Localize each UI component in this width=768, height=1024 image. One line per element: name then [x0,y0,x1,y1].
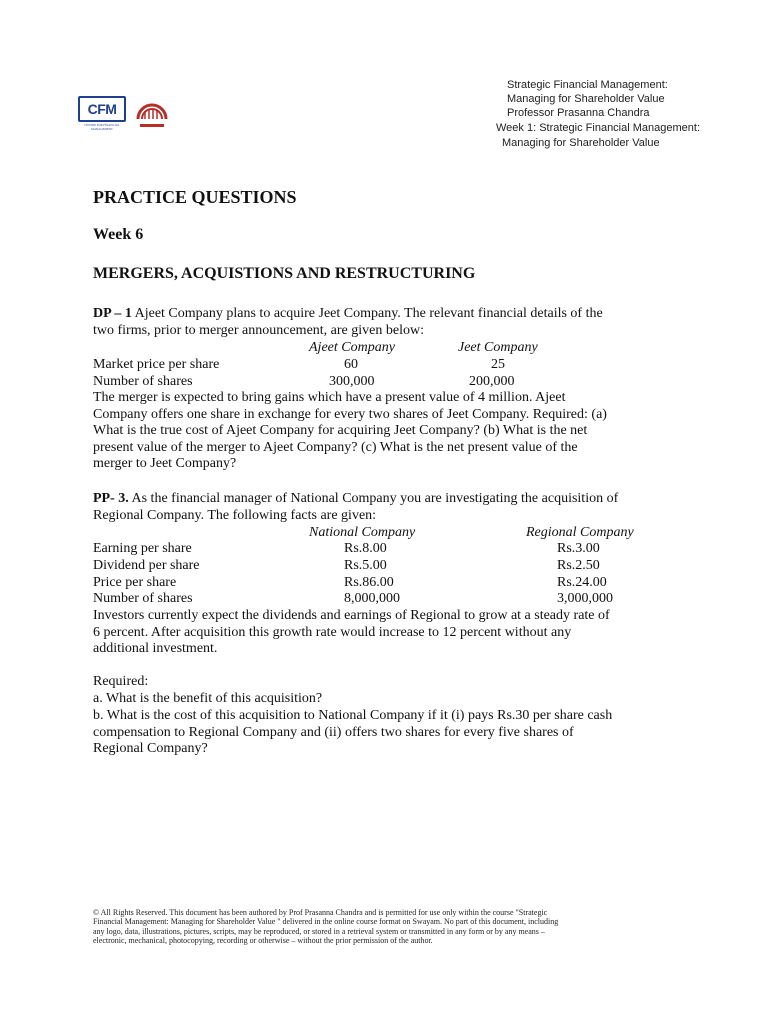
pp3-question-b [93,708,673,758]
pp3-intro-line2: Regional Company. The following facts are given: [93,508,377,523]
dp1-row-value-ajeet: 60 [344,357,358,372]
pp3-col-header-national: National Company [309,525,416,540]
pp3-row-value-national: Rs.86.00 [344,575,394,590]
dp1-col-header-jeet: Jeet Company [458,340,538,355]
dp1-body [93,390,673,473]
pp3-row-label: Number of shares [93,591,193,606]
pp3-row-label: Price per share [93,575,177,590]
pp3-question-b-line: compensation to Regional Company and (ii) offers two shares for every five shares of [93,724,574,740]
iimb-logo [134,99,170,133]
iimb-emblem-icon [134,99,170,133]
footer-line: Financial Management: Managing for Shareholder Value " delivered in the online course format on Swayam. No part of this document, including [93,917,559,927]
footer-line: © All Rights Reserved. This document has been authored by Prof Prasanna Chandra and is permitted for use only within the course "Strategic [93,908,548,917]
footer-line: electronic, mechanical, photocopying, recording or otherwise – without the prior permission of the author. [93,936,433,946]
pp3-body-line: additional investment. [93,641,218,657]
pp3-question-b-line: Regional Company? [93,741,208,757]
footer-line: any logo, data, illustrations, pictures, scripts, may be reproduced, or stored in a retrieval system or transmitted in any form or by any means – [93,926,545,936]
dp1-body-line: The merger is expected to bring gains which have a present value of 4 million. Ajeet [93,390,566,405]
dp1-intro [93,306,673,323]
header-week: Week 1: Strategic Financial Management: [496,122,701,134]
pp3-row-value-national: Rs.8.00 [344,541,387,556]
dp1-label: DP – 1 [93,306,132,321]
pp3-body-line: 6 percent. After acquisition this growth rate would increase to 12 percent without any [93,624,572,640]
pp3-required-label: Required: [93,674,149,689]
pp3-row-value-regional: Rs.3.00 [557,541,600,556]
pp3-intro [93,491,673,508]
header-course-subtitle: Managing for Shareholder Value [507,93,665,105]
pp3-label: PP- 3. [93,491,129,506]
dp1-body-line: merger to Jeet Company? [93,456,237,472]
dp1-body-line: Company offers one share in exchange for every two shares of Jeet Company. Required: (a) [93,406,607,422]
week-heading: Week 6 [93,226,144,243]
dp1-body-line: What is the true cost of Ajeet Company for acquiring Jeet Company? (b) What is the net [93,423,588,439]
pp3-row-label: Dividend per share [93,558,200,573]
dp1-col-header-ajeet: Ajeet Company [309,340,395,355]
dp1-row-label: Number of shares [93,374,193,389]
dp1-intro-line2: two firms, prior to merger announcement, are given below: [93,323,424,338]
pp3-row-value-regional: Rs.24.00 [557,575,607,590]
dp1-row-value-ajeet: 300,000 [329,374,375,389]
pp3-row-value-national: 8,000,000 [344,591,400,606]
cfm-logo [78,96,126,130]
pp3-row-value-national: Rs.5.00 [344,558,387,573]
dp1-row-label: Market price per share [93,357,220,372]
pp3-question-b-line: b. What is the cost of this acquisition to National Company if it (i) pays Rs.30 per share cash [93,708,613,723]
header-course-title: Strategic Financial Management: [507,79,668,91]
pp3-intro-text: As the financial manager of National Company you are investigating the acquisition of [128,491,619,506]
header-week-subtitle: Managing for Shareholder Value [502,137,660,149]
cfm-logo-subtext: CENTRE FOR FINANCIAL MANAGEMENT [84,123,120,131]
dp1-intro-text: Ajeet Company plans to acquire Jeet Company. The relevant financial details of the [131,306,603,321]
cfm-logo-text: CFM [78,96,126,122]
pp3-col-header-regional: Regional Company [526,525,634,540]
pp3-row-value-regional: 3,000,000 [557,591,613,606]
header-professor: Professor Prasanna Chandra [507,107,650,119]
pp3-row-value-regional: Rs.2.50 [557,558,600,573]
pp3-question-a: a. What is the benefit of this acquisition? [93,691,323,706]
dp1-row-value-jeet: 25 [491,357,505,372]
pp3-body-line: Investors currently expect the dividends and earnings of Regional to grow at a steady rate of [93,608,610,623]
dp1-row-value-jeet: 200,000 [469,374,515,389]
dp1-body-line: present value of the merger to Ajeet Company? (c) What is the net present value of the [93,439,578,455]
pp3-row-label: Earning per share [93,541,192,556]
topic-heading: MERGERS, ACQUISTIONS AND RESTRUCTURING [93,265,476,282]
pp3-body [93,608,673,658]
copyright-footer [93,908,683,946]
page-title: PRACTICE QUESTIONS [93,187,297,207]
